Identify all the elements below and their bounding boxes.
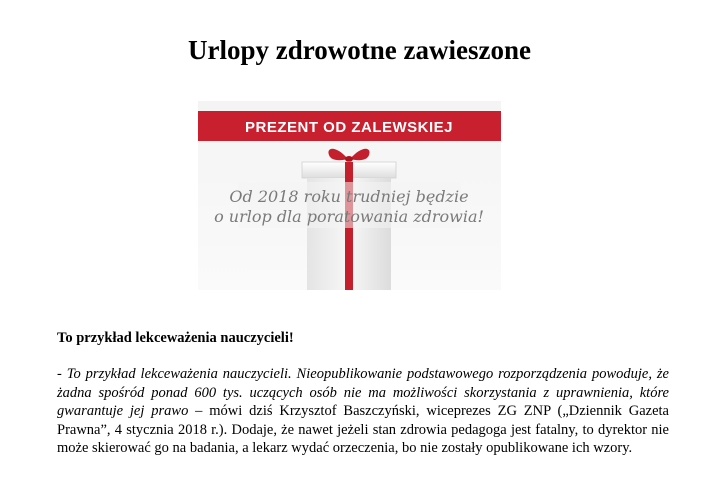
page-title: Urlopy zdrowotne zawieszone [188,35,531,65]
gift-illustration [198,101,501,290]
article-paragraph [57,365,669,458]
paragraph-dash: - [57,366,67,382]
lid-ribbon [345,162,353,178]
paragraph-rest: – mówi dziś Krzysztof Baszczyński, wiceprezes ZG ZNP („Dziennik Gazeta Prawna”, 4 stycznia 2018 r.). Dodaje, że nawet jeżeli stan zdrowia pedagoga jest fatalny, to dyrektor nie może skierować go na badania, a lekarz wydać orzeczenia, bo nie zostały opublikowane ich wzory. [57,403,669,457]
tagline-line-2: o urlop dla poratowania zdrowia! [214,207,484,226]
lead-heading: To przykład lekceważenia nauczycieli! [57,330,294,346]
paragraph-quote: To przykład lekceważenia nauczycieli. Nieopublikowanie podstawowego rozporządzenia powoduje, że żadna spośród ponad 600 tys. uczących osób nie ma możliwości skorzystania z uprawnienia, które gwarantuje jej prawo [57,366,669,420]
tagline-line-1: Od 2018 roku trudniej będzie [229,187,469,206]
banner-text: PREZENT OD ZALEWSKIEJ [244,119,454,136]
